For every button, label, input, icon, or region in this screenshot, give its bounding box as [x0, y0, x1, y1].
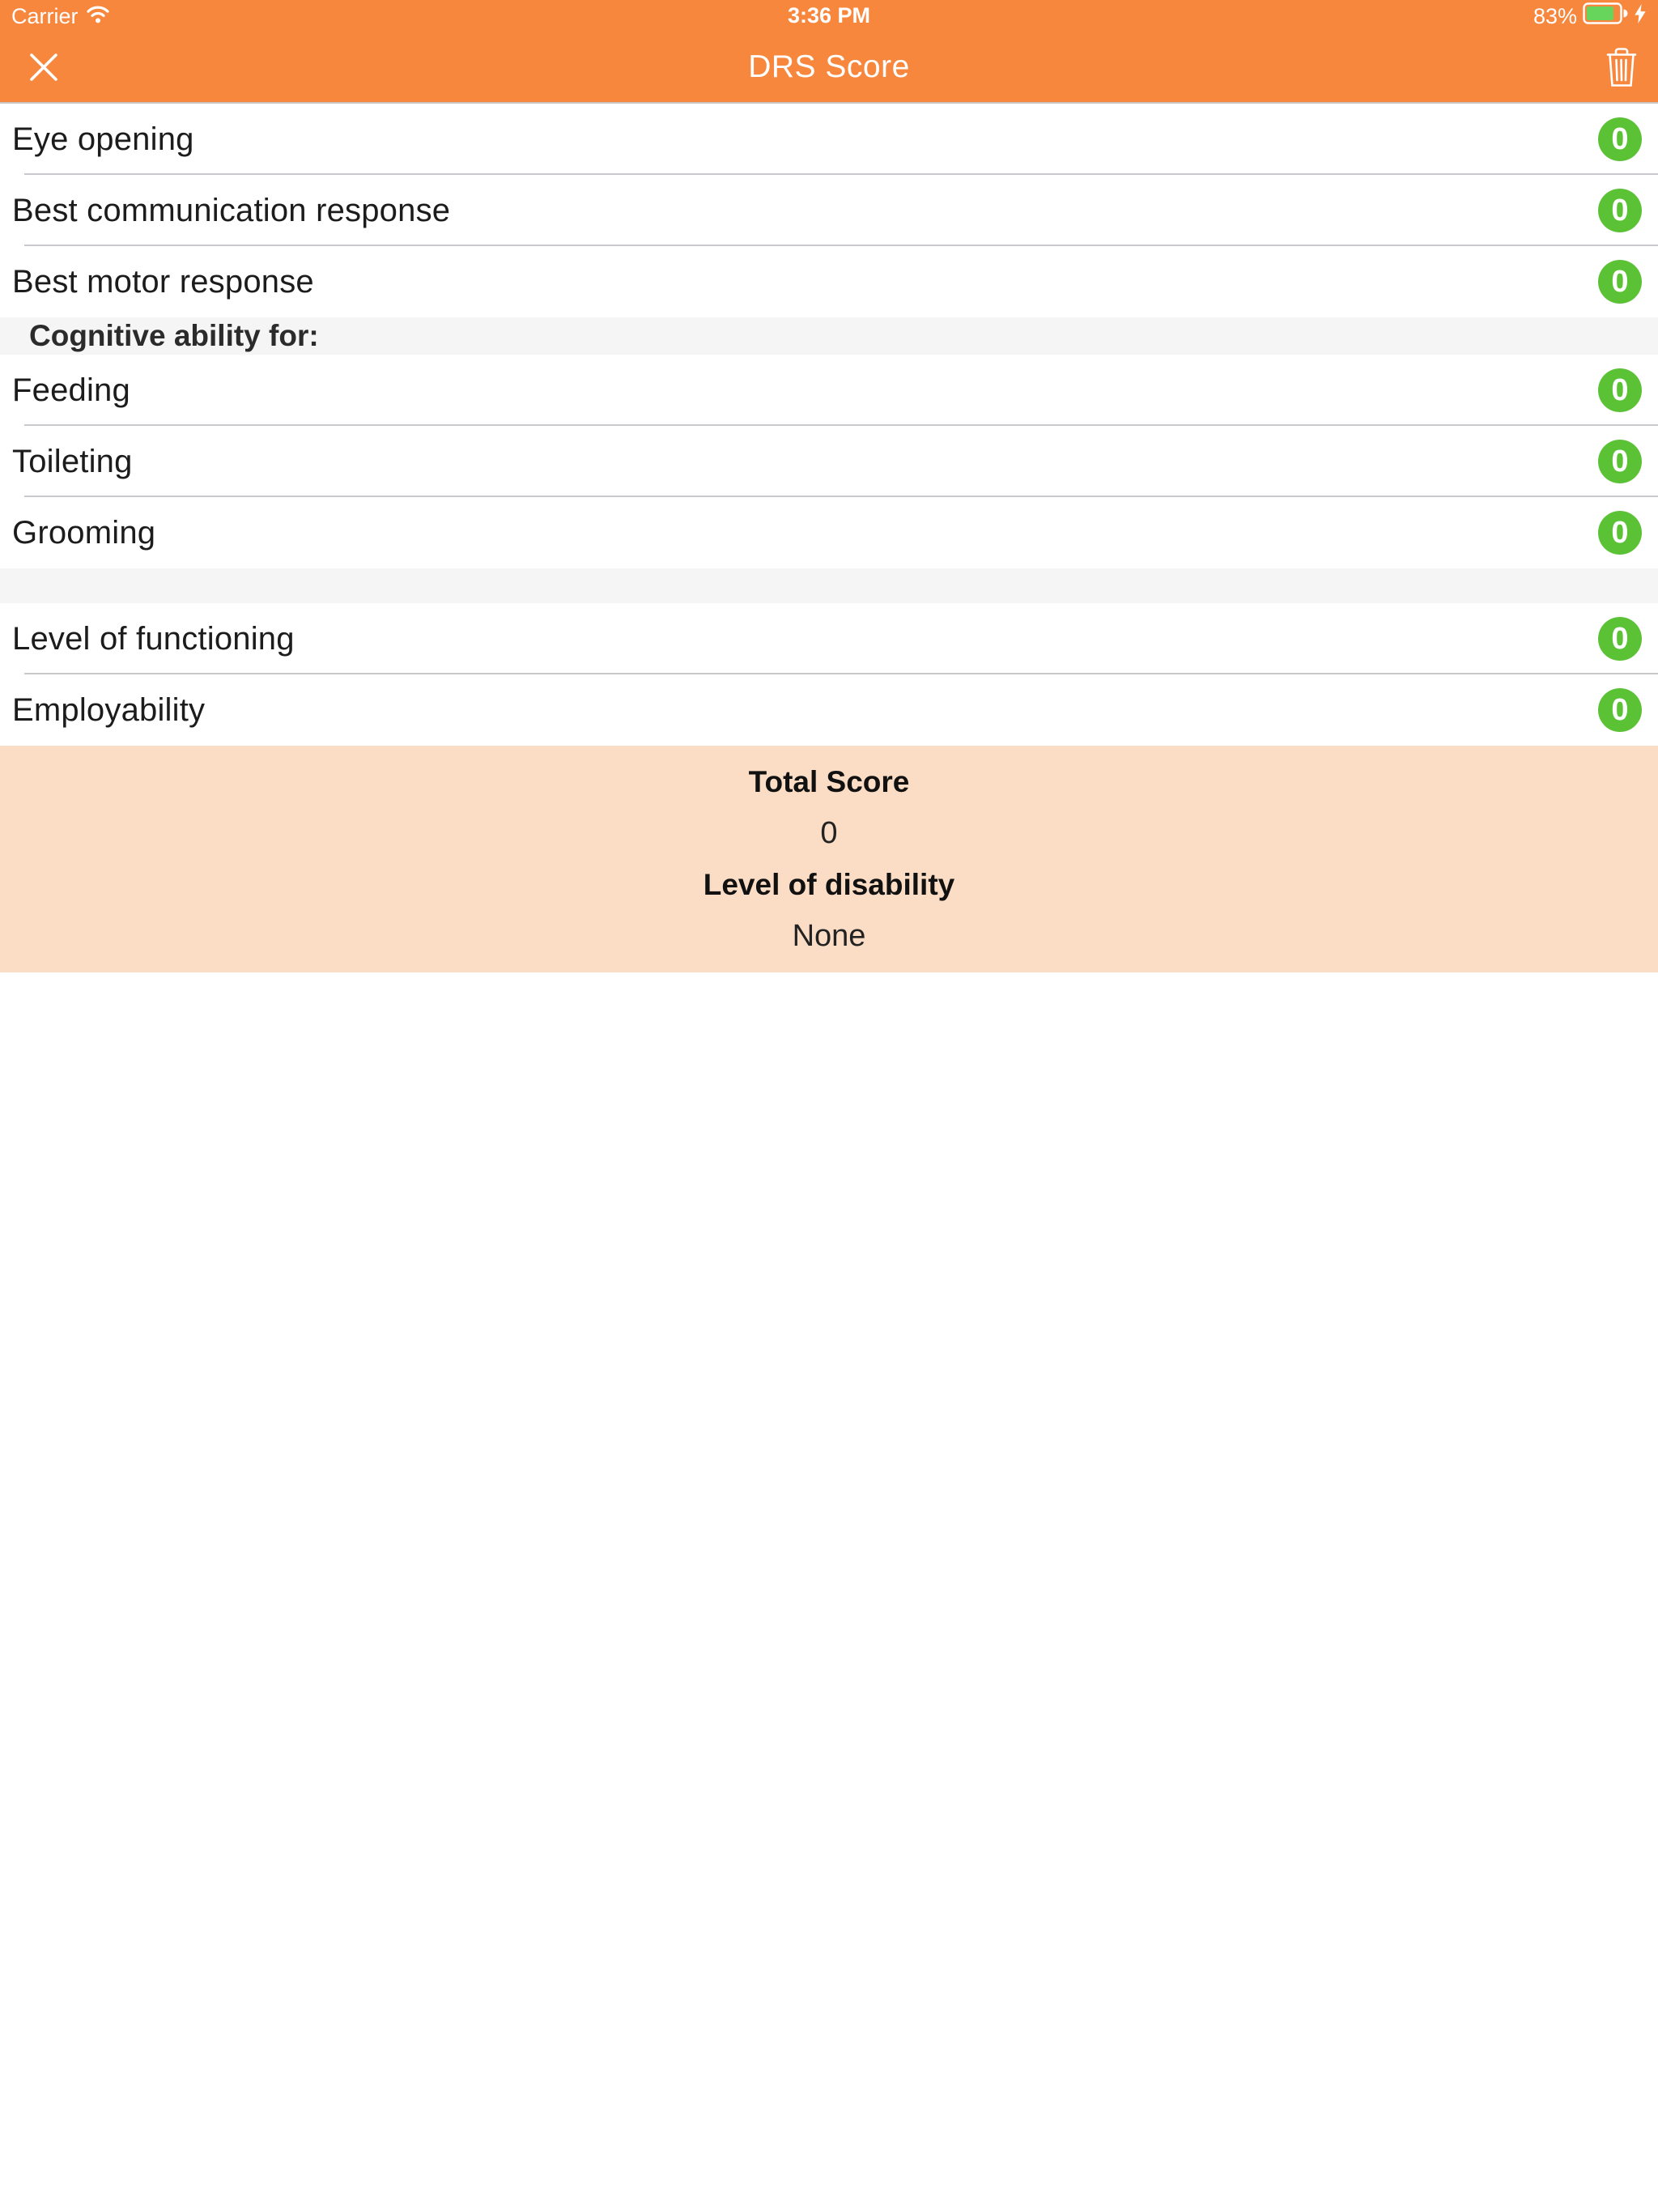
score-badge: 0 — [1598, 368, 1642, 412]
carrier-label: Carrier — [11, 3, 79, 28]
score-badge: 0 — [1598, 440, 1642, 483]
close-icon — [29, 53, 58, 84]
row-label: Best communication response — [12, 192, 451, 228]
list-item-best-communication-response[interactable] — [0, 175, 1658, 246]
score-badge: 0 — [1598, 260, 1642, 304]
total-score-value: 0 — [820, 815, 838, 850]
row-label: Toileting — [12, 443, 133, 479]
close-button[interactable] — [29, 32, 58, 104]
clock: 3:36 PM — [787, 3, 871, 28]
row-label: Best motor response — [12, 263, 314, 300]
level-of-disability-label: Level of disability — [703, 867, 955, 901]
list-item-level-of-functioning[interactable] — [0, 603, 1658, 674]
status-bar — [0, 0, 1658, 32]
navigation-bar — [0, 32, 1658, 104]
section-spacer — [0, 568, 1658, 603]
section-header-cognitive-ability: Cognitive ability for: — [0, 317, 1658, 355]
list-item-eye-opening[interactable] — [0, 104, 1658, 175]
score-badge: 0 — [1598, 688, 1642, 732]
score-badge: 0 — [1598, 617, 1642, 661]
score-badge: 0 — [1598, 189, 1642, 232]
level-of-disability-value: None — [792, 918, 866, 953]
battery-percent-label: 83% — [1533, 3, 1577, 28]
row-label: Grooming — [12, 514, 156, 551]
row-label: Level of functioning — [12, 620, 295, 657]
row-label: Eye opening — [12, 121, 194, 157]
score-summary — [0, 746, 1658, 972]
list-item-best-motor-response[interactable] — [0, 246, 1658, 317]
row-label: Feeding — [12, 372, 130, 408]
list-item-grooming[interactable] — [0, 497, 1658, 568]
score-badge: 0 — [1598, 117, 1642, 161]
list-item-feeding[interactable] — [0, 355, 1658, 426]
delete-button[interactable] — [1605, 32, 1639, 104]
list-item-employability[interactable] — [0, 674, 1658, 746]
total-score-label: Total Score — [748, 764, 910, 798]
row-label: Employability — [12, 691, 206, 728]
page-title: DRS Score — [748, 49, 910, 84]
list-item-toileting[interactable] — [0, 426, 1658, 497]
score-badge: 0 — [1598, 511, 1642, 555]
trash-icon — [1605, 47, 1639, 90]
